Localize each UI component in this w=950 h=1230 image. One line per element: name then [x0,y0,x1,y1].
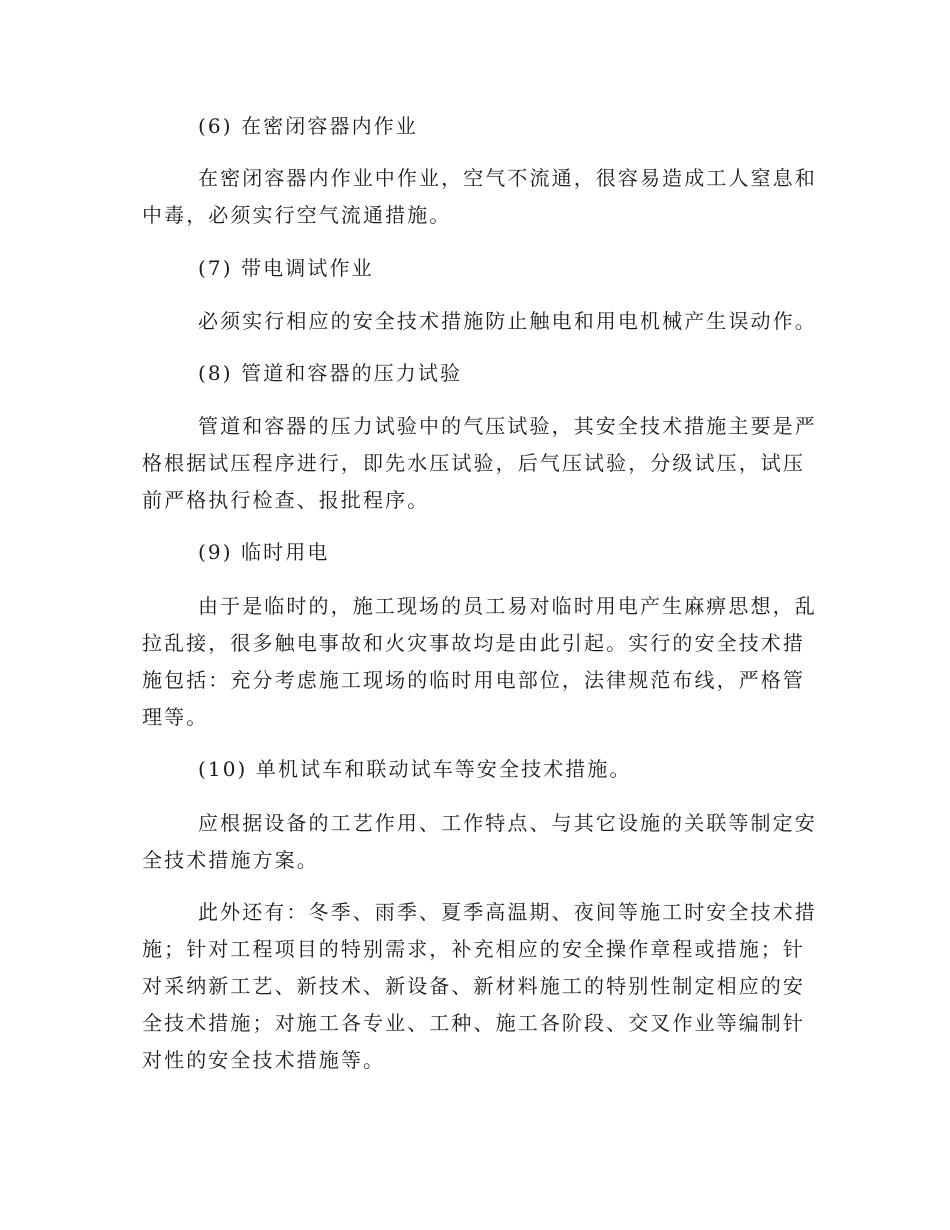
paragraph-line: 格根据试压程序进行，即先水压试验，后气压试验，分级试压，试压 [142,451,805,475]
paragraph-line: 施包括：充分考虑施工现场的临时用电部位，法律规范布线，严格管 [142,668,805,692]
paragraph-line: 应根据设备的工艺作用、工作特点、与其它设施的关联等制定安 [198,811,817,835]
paragraph-line: 全技术措施；对施工各专业、工种、施工各阶段、交叉作业等编制针 [142,1011,805,1035]
paragraph-line: 拉乱接，很多触电事故和火灾事故均是由此引起。实行的安全技术措 [142,631,805,655]
section-heading-9 [142,534,807,571]
section-heading-8 [142,355,807,392]
paragraph-line: 管道和容器的压力试验中的气压试验，其安全技术措施主要是严 [198,414,817,438]
paragraph-line: 对采纳新工艺、新技术、新设备、新材料施工的特别性制定相应的安 [142,974,805,998]
heading-line: (9) 临时用电 [198,540,330,564]
section-heading-10 [142,751,807,788]
paragraph-line: 对性的安全技术措施等。 [142,1048,386,1072]
paragraph-live-testing [142,303,817,340]
heading-line: (10) 单机试车和联动试车等安全技术措施。 [198,757,632,781]
section-heading-6 [142,108,807,145]
paragraph-line: 必须实行相应的安全技术措施防止触电和用电机械产生误动作。 [198,309,817,333]
paragraph-line: 全技术措施方案。 [142,848,319,872]
paragraph-temporary-power [142,588,817,736]
paragraph-line: 前严格执行检查、报批程序。 [142,488,430,512]
paragraph-line: 在密闭容器内作业中作业，空气不流通，很容易造成工人窒息和 [198,166,817,190]
section-heading-7 [142,250,807,287]
paragraph-pressure-test [142,408,817,519]
paragraph-line: 此外还有：冬季、雨季、夏季高温期、夜间等施工时安全技术措 [198,900,817,924]
heading-line: (8) 管道和容器的压力试验 [198,361,463,385]
paragraph-sealed-container [142,160,817,234]
paragraph-trial-run [142,805,817,879]
paragraph-line: 施；针对工程项目的特别需求，补充相应的安全操作章程或措施；针 [142,937,805,961]
paragraph-line: 理等。 [142,705,209,729]
paragraph-line: 由于是临时的，施工现场的员工易对临时用电产生麻痹思想，乱 [198,594,817,618]
paragraph-line: 中毒，必须实行空气流通措施。 [142,203,452,227]
heading-line: (7) 带电调试作业 [198,256,374,280]
heading-line: (6) 在密闭容器内作业 [198,114,418,138]
paragraph-additional-measures [142,894,817,1079]
